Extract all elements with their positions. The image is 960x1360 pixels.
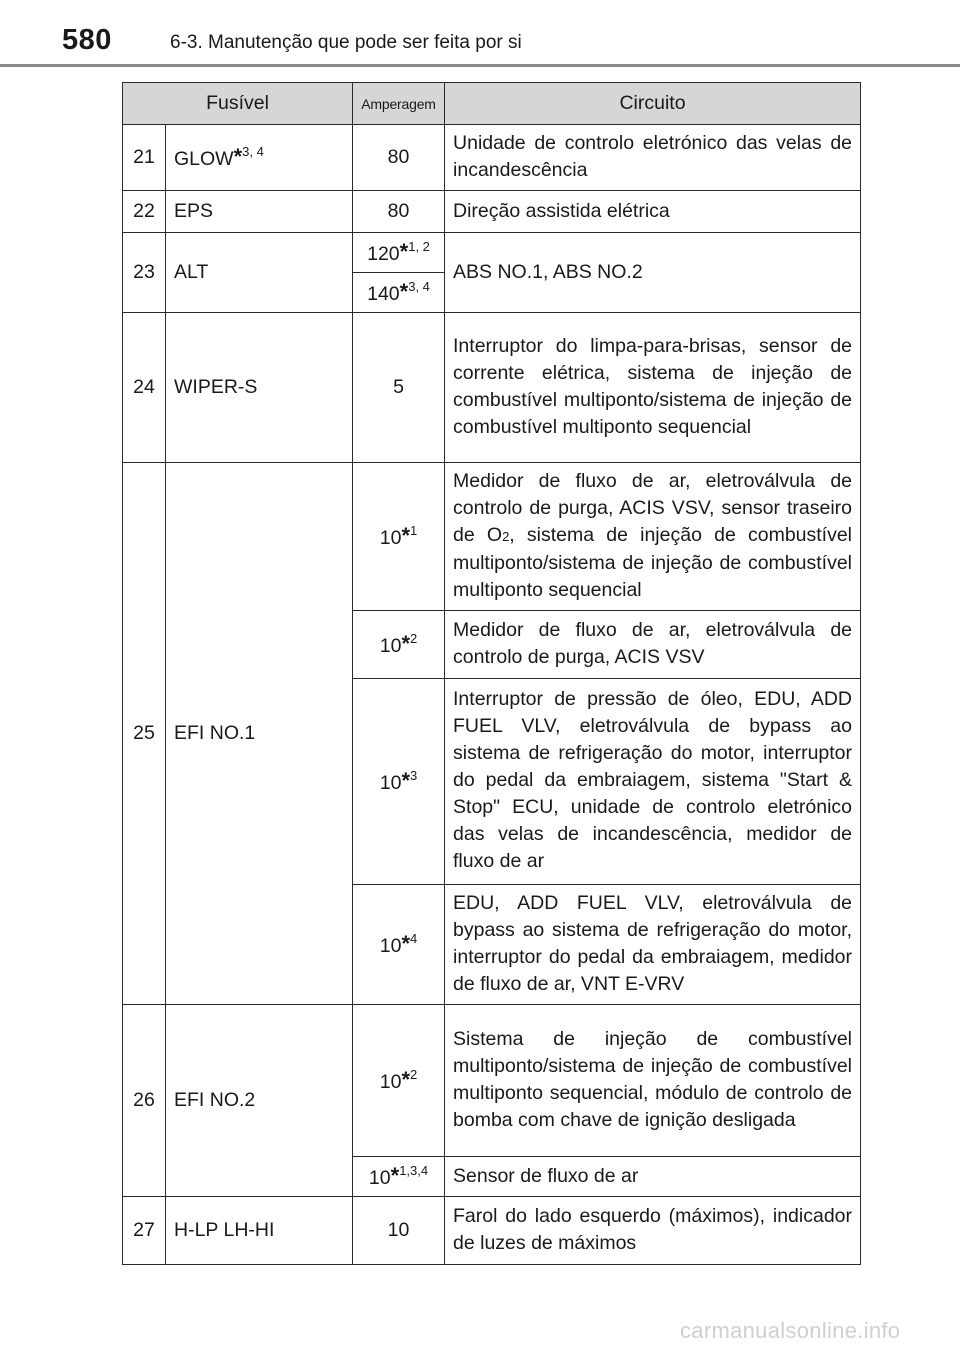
fuse-name: EFI NO.1	[166, 463, 353, 1005]
fuse-amperage	[353, 611, 445, 679]
fuse-name: EFI NO.2	[166, 1005, 353, 1197]
page-number: 580	[62, 24, 112, 56]
watermark: carmanualsonline.info	[680, 1318, 901, 1343]
amperage-value: 10	[379, 772, 402, 794]
table-row	[123, 191, 861, 233]
table-row	[123, 1005, 861, 1157]
amperage-value: 10	[379, 527, 402, 549]
fuse-amperage	[353, 273, 445, 313]
subscript-text: 2	[502, 528, 510, 544]
footnote-ref: 4	[410, 931, 418, 946]
fuse-circuit: Direção assistida elétrica	[445, 191, 861, 233]
footnote-star: *	[233, 144, 243, 169]
page-header	[0, 0, 960, 66]
fuse-amperage: 80	[353, 191, 445, 233]
footnote-ref: 3	[410, 768, 418, 783]
fuse-amperage	[353, 679, 445, 885]
amperage-value: 10	[368, 1167, 391, 1189]
column-header-amperage: Amperagem	[353, 83, 445, 125]
amperage-value: 10	[379, 935, 402, 957]
section-title: 6-3. Manutenção que pode ser feita por si	[170, 32, 522, 53]
footnote-star: *	[401, 931, 411, 956]
fuse-circuit: Farol do lado esquerdo (máximos), indicador de luzes de máximos	[445, 1197, 861, 1265]
fuse-circuit: Interruptor de pressão de óleo, EDU, ADD FUEL VLV, eletroválvula de bypass ao sistema de refrigeração do motor, interruptor do pedal da embraiagem, sistema "Start & Stop" ECU, unidade de controlo eletrónico das velas de incandescência, medidor de fluxo de ar	[445, 679, 861, 885]
fuse-number: 22	[123, 191, 166, 233]
fuse-name: EPS	[166, 191, 353, 233]
footnote-ref: 2	[410, 1067, 418, 1082]
fuse-name	[166, 125, 353, 191]
table-header-row	[123, 83, 861, 125]
fuse-number: 25	[123, 463, 166, 1005]
column-header-circuit: Circuito	[445, 83, 861, 125]
amperage-value: 10	[379, 635, 402, 657]
footnote-star: *	[390, 1163, 400, 1188]
fuse-circuit: Sistema de injeção de combustível multiponto/sistema de injeção de combustível multiponto sequencial, módulo de controlo de bomba com chave de ignição desligada	[445, 1005, 861, 1157]
column-header-fuse: Fusível	[123, 83, 353, 125]
amperage-value: 140	[367, 283, 400, 305]
fuse-circuit: Sensor de fluxo de ar	[445, 1157, 861, 1197]
fuse-circuit: Unidade de controlo eletrónico das velas de incandescência	[445, 125, 861, 191]
fuse-circuit: Interruptor do limpa-para-brisas, sensor de corrente elétrica, sistema de injeção de combustível multiponto/sistema de injeção de combustível multiponto sequencial	[445, 313, 861, 463]
amperage-value: 10	[379, 1071, 402, 1093]
fuse-number: 24	[123, 313, 166, 463]
fuse-table	[122, 82, 861, 1265]
fuse-circuit	[445, 463, 861, 611]
footnote-ref: 1	[410, 523, 418, 538]
table-row	[123, 463, 861, 611]
table-row	[123, 313, 861, 463]
footnote-ref: 1, 2	[408, 239, 430, 254]
footnote-star: *	[401, 631, 411, 656]
fuse-circuit: EDU, ADD FUEL VLV, eletroválvula de bypass ao sistema de refrigeração do motor, interruptor do pedal da embraiagem, medidor de fluxo de ar, VNT E-VRV	[445, 885, 861, 1005]
footnote-star: *	[399, 279, 409, 304]
fuse-number: 27	[123, 1197, 166, 1265]
fuse-amperage: 5	[353, 313, 445, 463]
fuse-amperage: 80	[353, 125, 445, 191]
footnote-star: *	[401, 1067, 411, 1092]
fuse-name: H-LP LH-HI	[166, 1197, 353, 1265]
fuse-amperage: 10	[353, 1197, 445, 1265]
fuse-number: 21	[123, 125, 166, 191]
fuse-amperage	[353, 1157, 445, 1197]
fuse-number: 26	[123, 1005, 166, 1197]
footnote-ref: 2	[410, 631, 418, 646]
fuse-amperage	[353, 1005, 445, 1157]
fuse-amperage	[353, 233, 445, 273]
fuse-circuit: ABS NO.1, ABS NO.2	[445, 233, 861, 313]
fuse-circuit: Medidor de fluxo de ar, eletroválvula de controlo de purga, ACIS VSV	[445, 611, 861, 679]
footnote-ref: 3, 4	[242, 144, 264, 159]
amperage-value: 120	[367, 243, 400, 265]
fuse-name: ALT	[166, 233, 353, 313]
table-row	[123, 233, 861, 273]
footnote-star: *	[401, 523, 411, 548]
fuse-amperage	[353, 463, 445, 611]
fuse-number: 23	[123, 233, 166, 313]
fuse-name: WIPER-S	[166, 313, 353, 463]
footnote-ref: 3, 4	[408, 279, 430, 294]
table-row	[123, 1197, 861, 1265]
footnote-ref: 1,3,4	[399, 1163, 429, 1178]
fuse-name-text: GLOW	[174, 148, 234, 170]
circuit-text: Medidor de fluxo de ar, eletroválvula de controlo de purga, ACIS VSV, sensor traseiro de O	[453, 469, 853, 546]
footnote-star: *	[399, 239, 409, 264]
header-divider	[0, 64, 960, 67]
table-row	[123, 125, 861, 191]
circuit-text: , sistema de injeção de combustível multiponto/sistema de injeção de combustível multiponto sequencial	[453, 523, 853, 601]
fuse-amperage	[353, 885, 445, 1005]
footnote-star: *	[401, 768, 411, 793]
